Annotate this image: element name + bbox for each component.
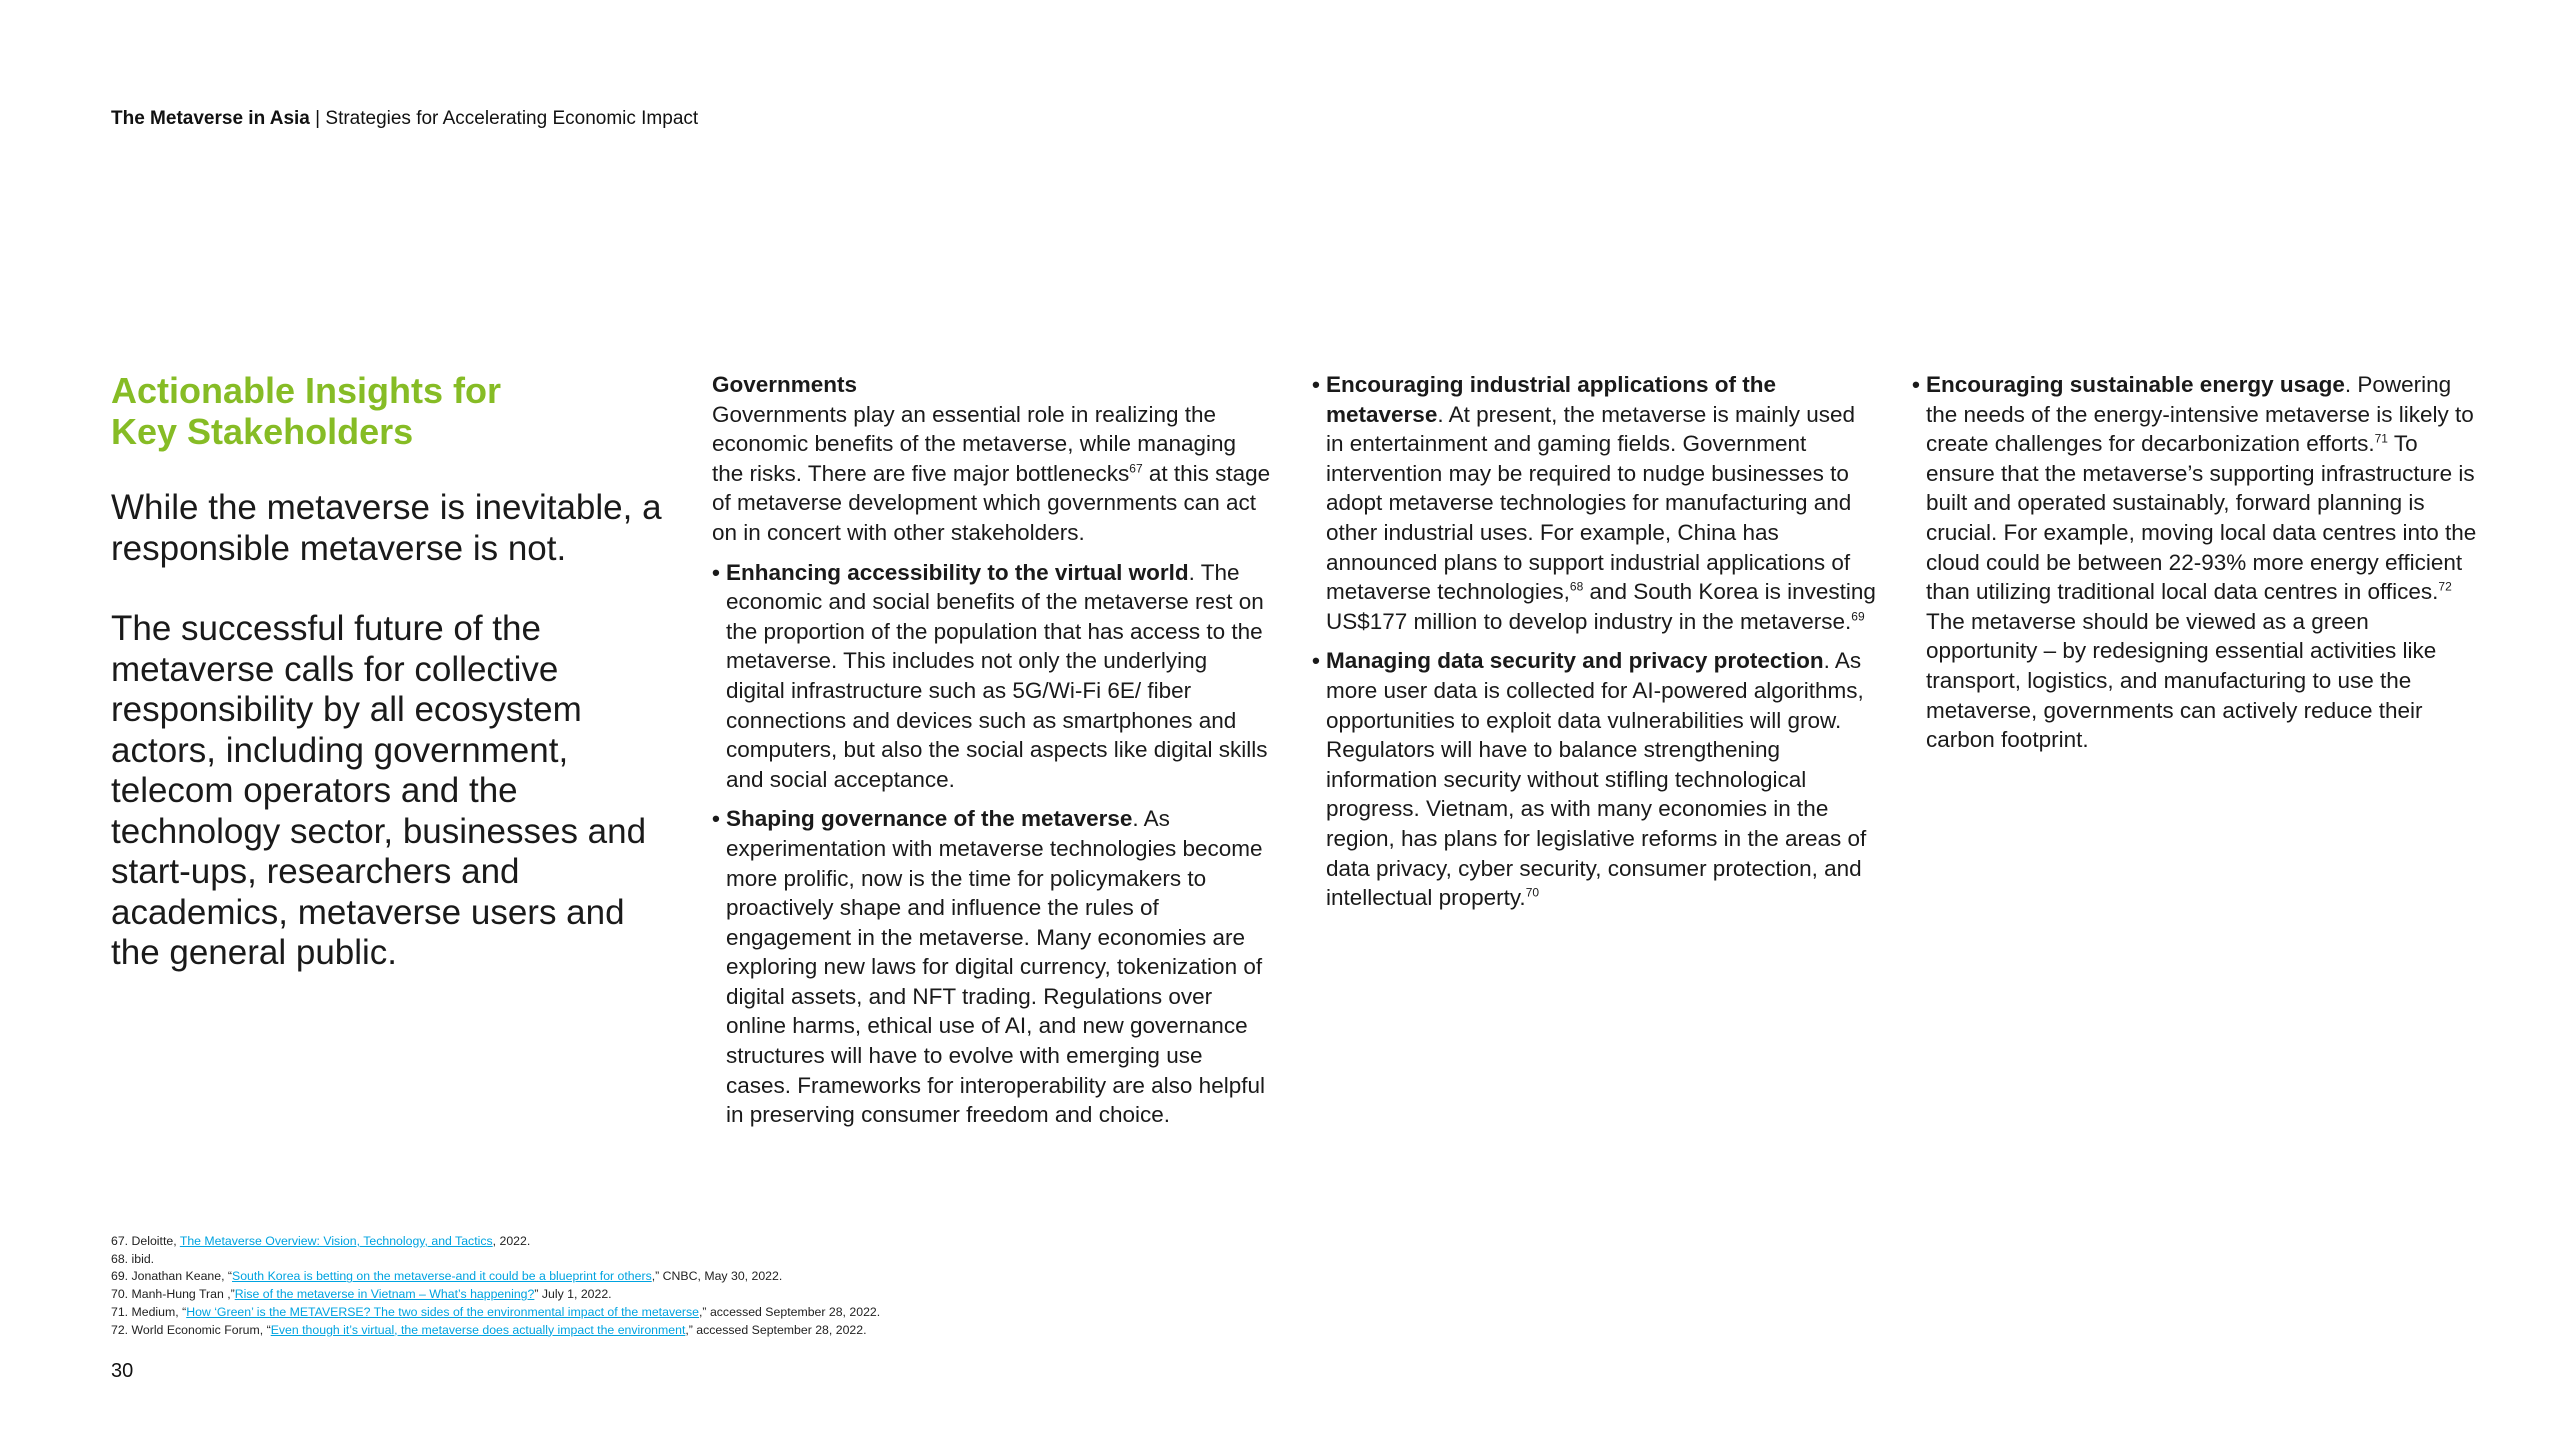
column-stakeholders-intro [111,370,671,974]
footnote-ref: 72 [2438,579,2452,594]
footnote-71: 71. Medium, “How ‘Green’ is the METAVERSE? The two sides of the environmental impact of the metaverse,” accessed September 28, 2022. [111,1304,881,1319]
lead-statement-1: While the metaverse is inevitable, a responsible metaverse is not. [111,488,662,568]
footnote-link[interactable]: How ‘Green’ is the METAVERSE? The two sides of the environmental impact of the metaverse [186,1304,700,1319]
footnote-70: 70. Manh-Hung Tran ,”Rise of the metaverse in Vietnam – What’s happening?” July 1, 2022. [111,1287,612,1302]
footnote-67: 67. Deloitte, The Metaverse Overview: Vision, Technology, and Tactics, 2022. [111,1234,531,1248]
governments-intro: Governments play an essential role in realizing the economic benefits of the metaverse, while managing the risks. There are five major bottlenecks$^{67}$ at this stage of metaverse development which governments can act on in concert with other stakeholders. [712,401,1271,545]
column-industry-and-data [1312,370,1877,913]
page-number: 30 [111,1360,134,1382]
bullet-governance: • Shaping governance of the metaverse. As experimentation with metaverse technologies become more prolific, now is the time for policymakers to proactively shape and influence the rules of engagement in the metaverse. Many economies are exploring new laws for digital currency, tokenization of digital assets, and NFT trading. Regulations over online harms, ethical use of AI, and new governance structures will have to evolve with emerging use cases. Frameworks for interoperability are also helpful in preserving consumer freedom and choice. [712,804,1272,1130]
footnote-ref: 70 [1525,885,1540,900]
footnote-68: 68. ibid. [111,1251,155,1266]
footnote-link[interactable]: Even though it’s virtual, the metaverse does actually impact the environment [270,1322,686,1337]
running-header [111,108,698,130]
bullet-sustainable-energy: • Encouraging sustainable energy usage. Powering the needs of the energy-intensive metaverse is likely to create challenges for decarbonization efforts.$^{71}$ To ensure that the metaverse’s supporting infrastructure is built and operated sustainably, forward planning is crucial. For example, moving local data centres into the cloud could be between 22-93% more energy efficient than utilizing traditional local data centres in offices.$^{72}$ The metaverse should be viewed as a green opportunity – by redesigning essential activities like transport, logistics, and manufacturing to use the metaverse, governments can actively reduce their carbon footprint. [1912,370,2477,755]
column-sustainability [1912,370,2477,755]
footnote-link[interactable]: The Metaverse Overview: Vision, Technology, and Tactics [179,1234,493,1248]
governments-heading: Governments [712,372,858,397]
footnotes [111,1233,880,1339]
lead-statement-2: The successful future of the metaverse calls for collective responsibility by all ecosystem actors, including government, telecom operators and the technology sector, businesses and start-ups, researchers and academics, metaverse users and the general public. [111,609,647,972]
footnote-ref: 69 [1851,609,1865,624]
footnote-link[interactable]: South Korea is betting on the metaverse-and it could be a blueprint for others [232,1269,652,1284]
document-subtitle: Strategies for Accelerating Economic Impact [325,108,699,129]
bullet-accessibility: • Enhancing accessibility to the virtual world. The economic and social benefits of the metaverse rest on the proportion of the population that has access to the metaverse. This includes not only the underlying digital infrastructure such as 5G/Wi-Fi 6E/ fiber connections and devices such as smartphones and computers, but also the social aspects like digital skills and social acceptance. [712,558,1272,795]
footnote-72: 72. World Economic Forum, “Even though it’s virtual, the metaverse does actually impact the environment,” accessed September 28, 2022. [111,1322,867,1337]
section-title: Actionable Insights for Key Stakeholders [111,370,502,452]
document-title: The Metaverse in Asia [111,108,310,129]
footnote-link[interactable]: Rise of the metaverse in Vietnam – What’s happening? [234,1287,535,1302]
header-separator: | [309,108,326,129]
footnote-ref: 71 [2374,431,2388,446]
bullet-data-security: • Managing data security and privacy protection. As more user data is collected for AI-powered algorithms, opportunities to exploit data vulnerabilities will grow. Regulators will have to balance strengthening information security without stifling technological progress. Vietnam, as with many economies in the region, has plans for legislative reforms in the areas of data privacy, cyber security, consumer protection, and intellectual property.$^{70}$ [1312,646,1877,912]
footnote-ref: 68 [1569,579,1584,594]
column-governments [712,370,1272,1130]
footnote-69: 69. Jonathan Keane, “South Korea is betting on the metaverse-and it could be a blueprint for others,” CNBC, May 30, 2022. [111,1269,783,1284]
bullet-industrial-applications: • Encouraging industrial applications of the metaverse. At present, the metaverse is mainly used in entertainment and gaming fields. Government intervention may be required to nudge businesses to adopt metaverse technologies for manufacturing and other industrial uses. For example, China has announced plans to support industrial applications of metaverse technologies,$^{68}$ and South Korea is investing US$177 million to develop industry in the metaverse.$^{69}$ [1312,370,1877,636]
footnote-ref: 67 [1129,461,1143,476]
